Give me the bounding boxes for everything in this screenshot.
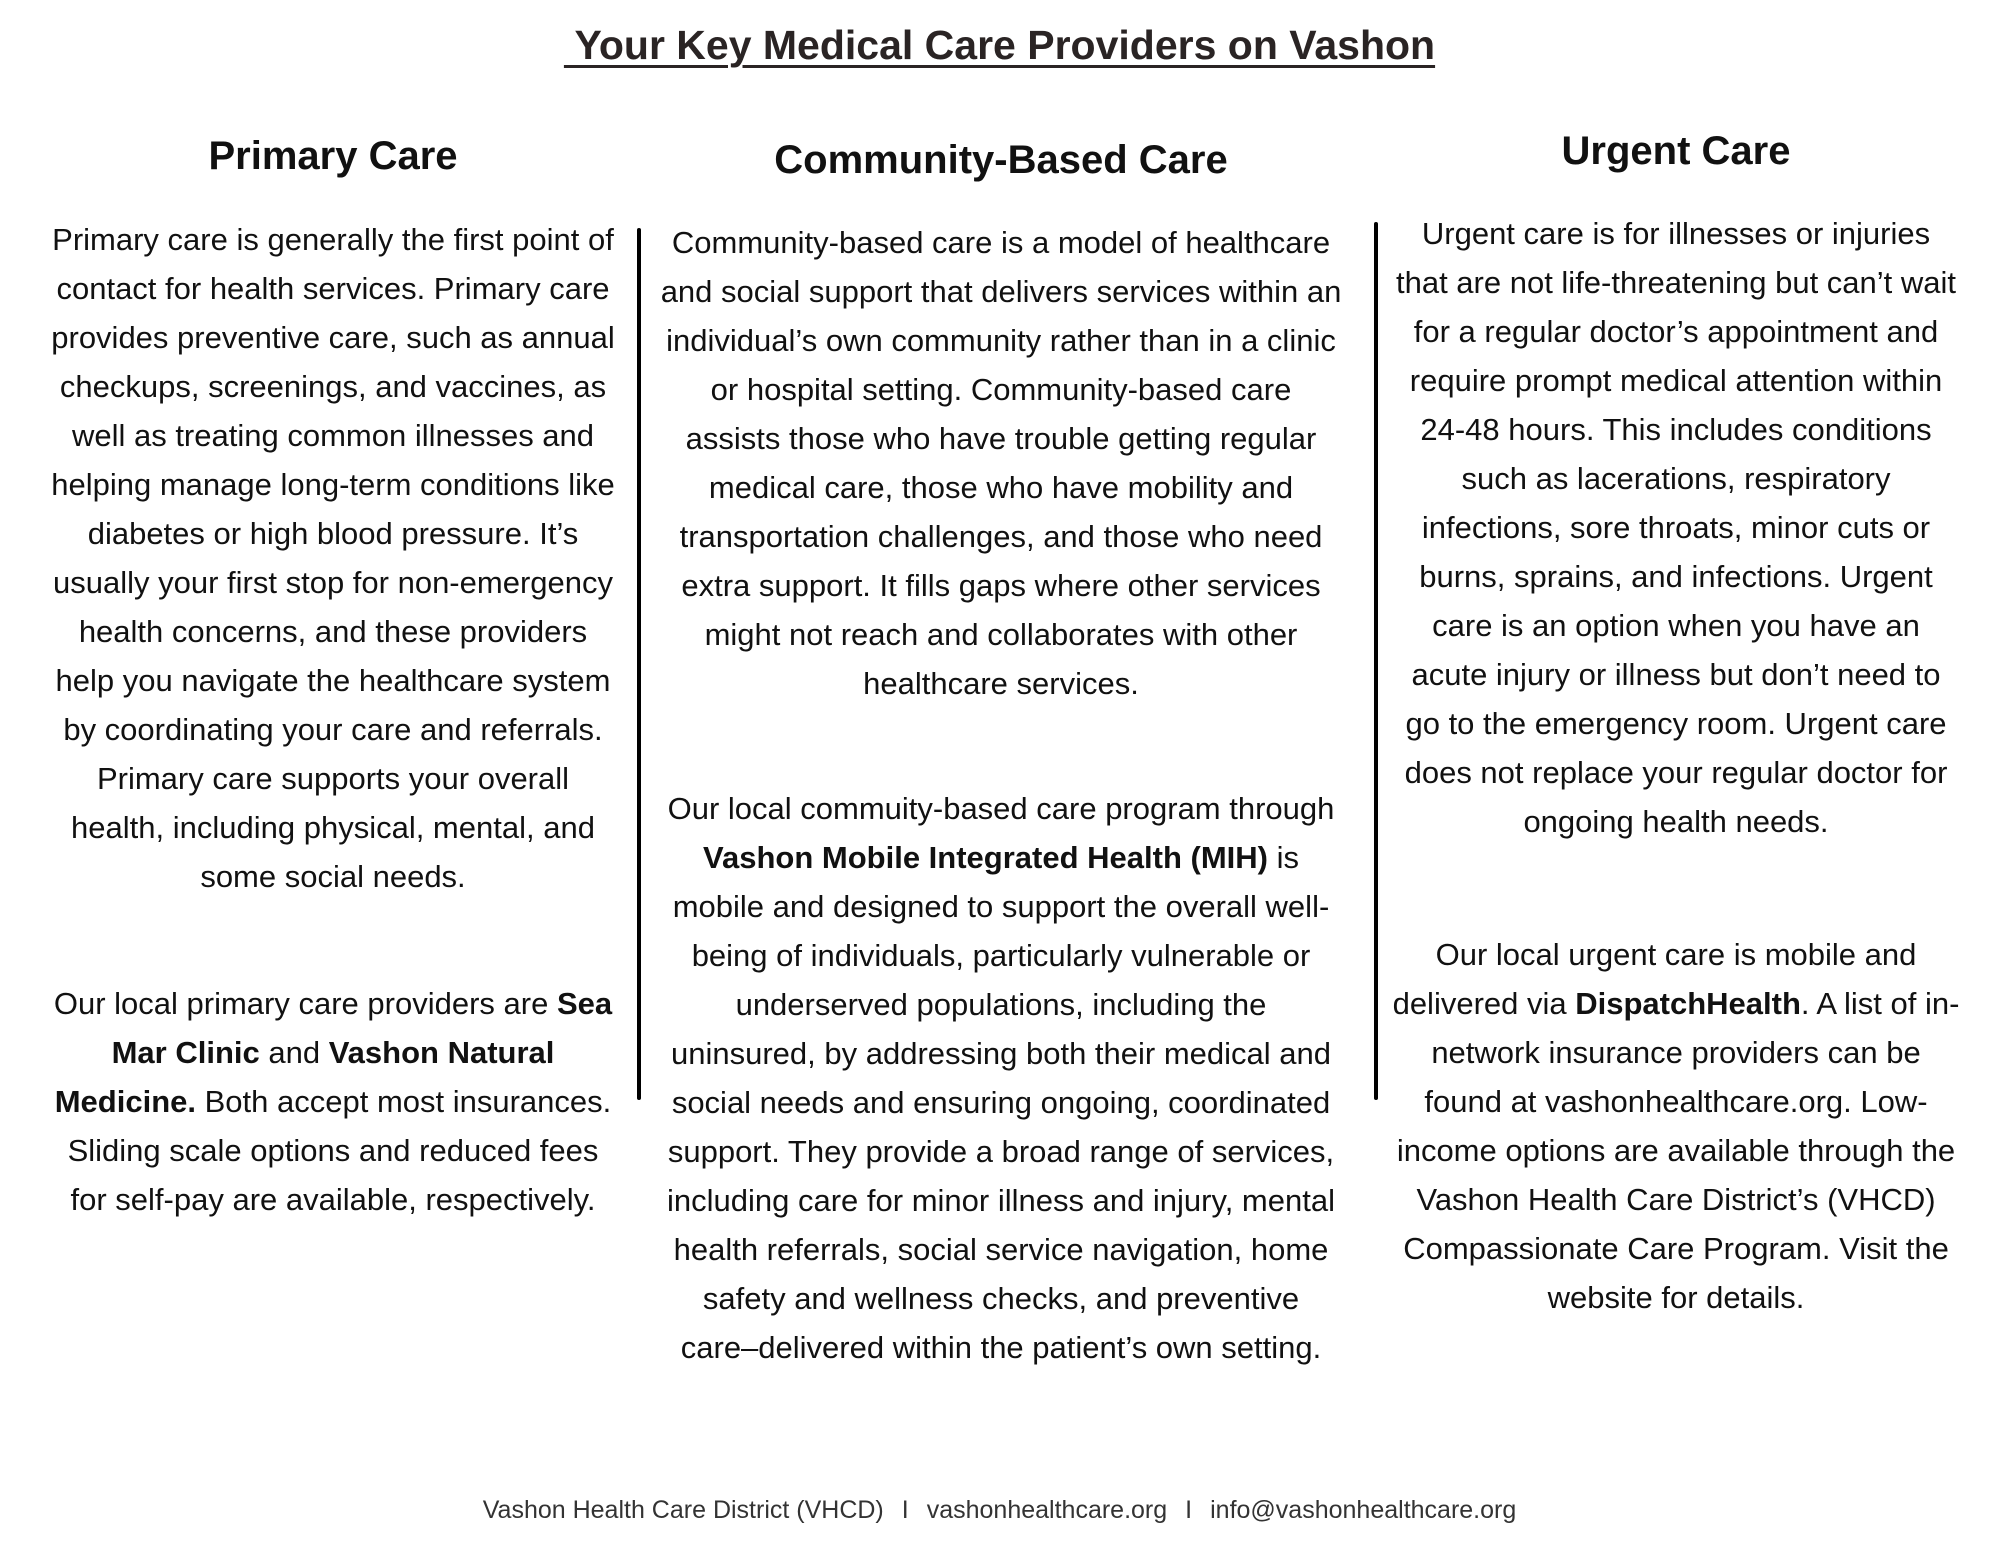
column-divider-left bbox=[637, 228, 641, 1100]
page-title-text: Your Key Medical Care Providers on Vashon bbox=[563, 22, 1436, 68]
urgent-care-provider-details: . A list of in-network insurance providers can be found at vashonhealthcare.org. Low-income options are available through the Vashon Health Care District’s (VHCD) Compassionate Care Program. Visit the website for details. bbox=[1396, 986, 1960, 1315]
vashon-natural-medicine-name: Vashon Natural Medicine. bbox=[54, 1035, 555, 1119]
footer-org: Vashon Health Care District (VHCD) bbox=[482, 1496, 884, 1524]
dispatchhealth-name: DispatchHealth bbox=[1575, 986, 1801, 1021]
footer bbox=[0, 1496, 1999, 1525]
vashon-mih-name: Vashon Mobile Integrated Health (MIH) bbox=[703, 840, 1268, 875]
footer-website-link[interactable]: vashonhealthcare.org bbox=[926, 1496, 1168, 1524]
community-care-description: Community-based care is a model of healthcare and social support that delivers services within an individual’s own community rather than in a clinic or hospital setting. Community-based care assists those who have trouble getting regular medical care, those who have mobility and transportation challenges, and those who need extra support. It fills gaps where other services might not reach and collaborates with other healthcare services. bbox=[660, 225, 1342, 701]
footer-separator: I bbox=[901, 1496, 909, 1524]
community-care-program-details: is mobile and designed to support the overall well-being of individuals, particularly vulnerable or underserved populations, including the uninsured, by addressing both their medical and social needs and ensuring ongoing, coordinated support. They provide a broad range of services, including care for minor illness and injury, mental health referrals, social service navigation, home safety and wellness checks, and preventive care–delivered within the patient’s own setting. bbox=[667, 840, 1335, 1365]
column-divider-right bbox=[1374, 222, 1378, 1100]
urgent-care-description: Urgent care is for illnesses or injuries that are not life-threatening but can’t wait for a regular doctor’s appointment and require prompt medical attention within 24-48 hours. This includes conditions such as lacerations, respiratory infections, sore throats, minor cuts or burns, sprains, and infections. Urgent care is an option when you have an acute injury or illness but don’t need to go to the emergency room. Urgent care does not replace your regular doctor for ongoing health needs. bbox=[1395, 216, 1957, 839]
footer-separator: I bbox=[1185, 1496, 1193, 1524]
primary-care-local-intro: Our local primary care providers are bbox=[53, 986, 557, 1021]
primary-care-and: and bbox=[259, 1035, 329, 1070]
primary-care-local-providers bbox=[48, 979, 618, 1224]
community-care-heading: Community-Based Care bbox=[774, 138, 1228, 182]
primary-care-insurance-note: Both accept most insurances. Sliding scale options and reduced fees for self-pay are available, respectively. bbox=[67, 1084, 612, 1217]
community-care-local-intro: Our local commuity-based care program through bbox=[667, 791, 1335, 826]
urgent-care-local-intro: Our local urgent care is mobile and delivered via bbox=[1392, 937, 1917, 1021]
sea-mar-clinic-name: Sea Mar Clinic bbox=[111, 986, 613, 1070]
urgent-care-local-provider bbox=[1392, 930, 1960, 1322]
primary-care-heading: Primary Care bbox=[208, 134, 458, 178]
community-care-local-program bbox=[660, 784, 1342, 1372]
page-title bbox=[0, 22, 1999, 69]
primary-care-description: Primary care is generally the first point of contact for health services. Primary care provides preventive care, such as annual checkups, screenings, and vaccines, as well as treating common illnesses and helping manage long-term conditions like diabetes or high blood pressure. It’s usually your first stop for non-emergency health concerns, and these providers help you navigate the healthcare system by coordinating your care and referrals. Primary care supports your overall health, including physical, mental, and some social needs. bbox=[51, 222, 615, 894]
urgent-care-heading: Urgent Care bbox=[1561, 129, 1791, 173]
footer-email-link[interactable]: info@vashonhealthcare.org bbox=[1210, 1496, 1517, 1524]
